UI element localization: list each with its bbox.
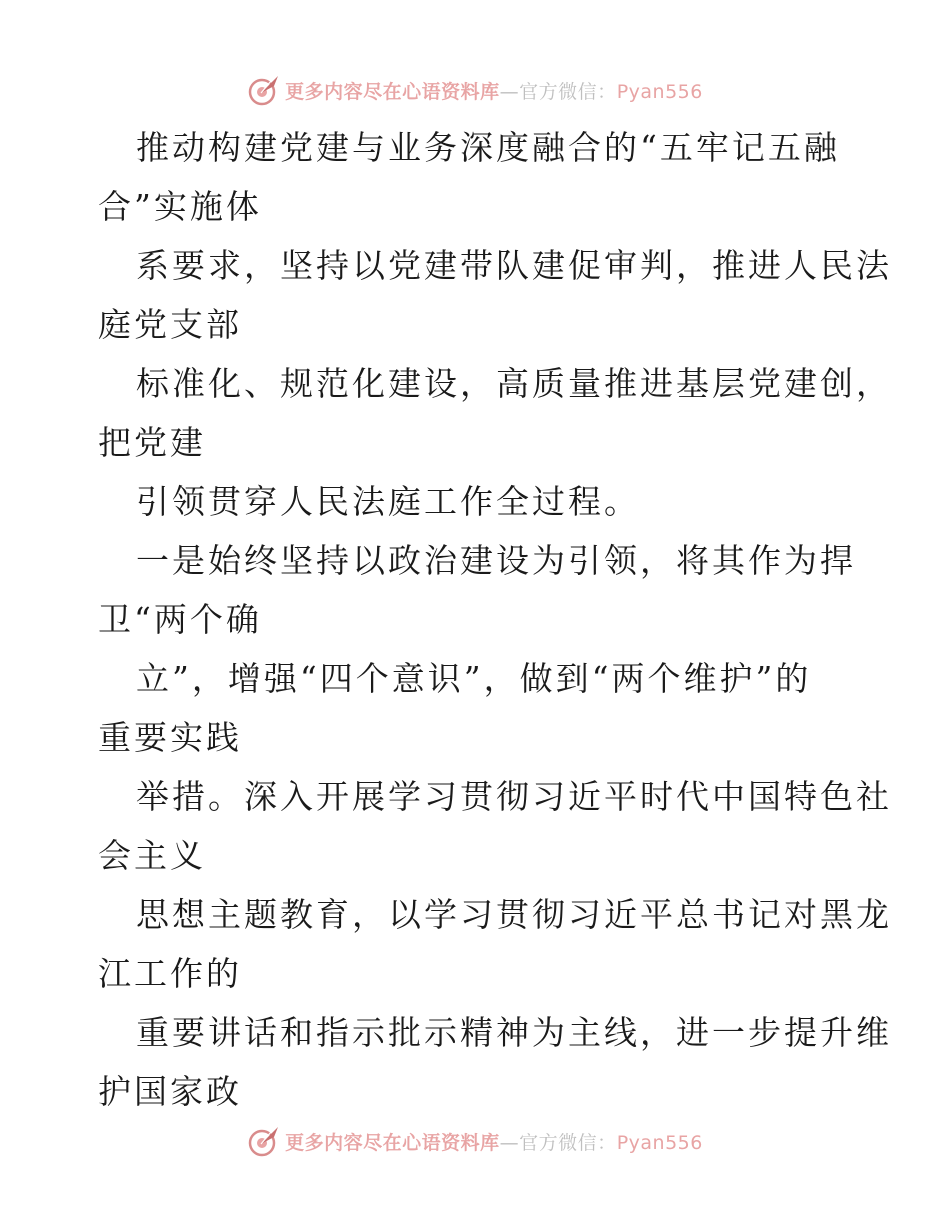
text-line: 护国家政 bbox=[98, 1072, 242, 1111]
watermark-wechat-label: 官方微信： bbox=[519, 1131, 617, 1154]
watermark-site: 更多内容尽在心语资料库 bbox=[285, 80, 500, 103]
text-line: 推动构建党建与业务深度融合的“五牢记五融 bbox=[136, 128, 840, 167]
watermark-dash: — bbox=[499, 80, 520, 103]
text-line: 标准化、规范化建设，高质量推进基层党建创， bbox=[136, 364, 892, 403]
text-line: 举措。深入开展学习贯彻习近平时代中国特色社 bbox=[136, 777, 892, 816]
document-body bbox=[98, 118, 892, 1121]
header-watermark bbox=[0, 70, 950, 110]
text-line: 庭党支部 bbox=[98, 305, 242, 344]
text-line: 江工作的 bbox=[98, 954, 242, 993]
quill-logo-icon bbox=[247, 1124, 281, 1158]
text-line: 把党建 bbox=[98, 423, 206, 462]
watermark-wechat-id: Pyan556 bbox=[616, 1131, 703, 1154]
text-line: 合”实施体 bbox=[98, 187, 262, 226]
text-line: 思想主题教育，以学习贯彻习近平总书记对黑龙 bbox=[136, 895, 892, 934]
text-line: 引领贯穿人民法庭工作全过程。 bbox=[136, 482, 640, 521]
watermark-wechat-id: Pyan556 bbox=[616, 80, 703, 103]
watermark-dash: — bbox=[499, 1131, 520, 1154]
quill-logo-icon bbox=[247, 73, 281, 107]
text-line: 一是始终坚持以政治建设为引领，将其作为捍 bbox=[136, 541, 856, 580]
text-line: 立”，增强“四个意识”，做到“两个维护”的 bbox=[136, 659, 812, 698]
text-line: 系要求，坚持以党建带队建促审判，推进人民法 bbox=[136, 246, 892, 285]
watermark-site: 更多内容尽在心语资料库 bbox=[285, 1131, 500, 1154]
footer-watermark bbox=[0, 1121, 950, 1161]
text-line: 重要实践 bbox=[98, 718, 242, 757]
watermark-text bbox=[285, 77, 703, 104]
text-line: 卫“两个确 bbox=[98, 600, 262, 639]
watermark-text bbox=[285, 1128, 703, 1155]
text-line: 会主义 bbox=[98, 836, 206, 875]
watermark-wechat-label: 官方微信： bbox=[519, 80, 617, 103]
text-line: 重要讲话和指示批示精神为主线，进一步提升维 bbox=[136, 1013, 892, 1052]
